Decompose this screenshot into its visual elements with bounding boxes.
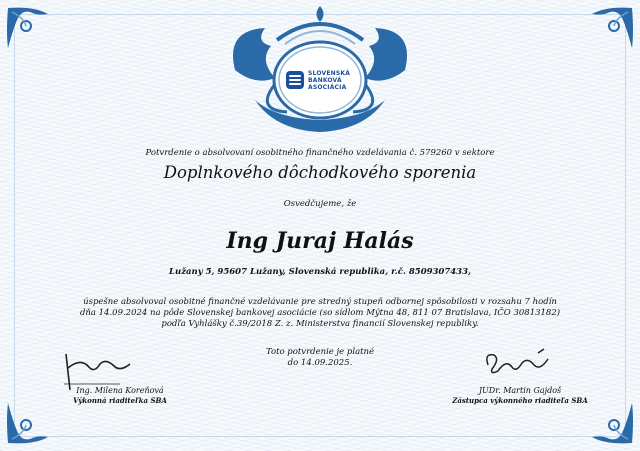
attest-line: Osvedčujeme, že [283,199,357,209]
signatory-role: Zástupca výkonného riaditeľa SBA [452,396,588,405]
program-title: Doplnkového dôchodkového sporenia [163,163,477,182]
holder-address: Lužany 5, 95607 Lužany, Slovenská republika, r.č. 8509307433, [169,267,471,277]
sba-logo [286,64,356,96]
certificate-intro: Potvrdenie o absolvovaní osobitného finančného vzdelávania č. 579260 v sektore [145,148,495,158]
signatory-right [430,386,610,406]
corner-ornament-top-right [584,4,636,56]
signatory-name: JUDr. Martin Gajdoš [478,386,562,395]
holder-name: Ing Juraj Halás [226,228,414,254]
corner-ornament-top-left [4,4,56,56]
body-line: dňa 14.09.2024 na pôde Slovenskej bankovej asociácie (so sídlom Mýtna 48, 811 07 Bratislava, IČO 30813182) [79,308,561,318]
validity-note: Toto potvrdenie je platné do 14.09.2025. [265,347,375,368]
signatory-name: Ing. Milena Koreňová [76,386,164,395]
sba-logo-mark-icon [286,71,304,89]
body-line: úspešne absolvoval osobitné finančné vzdelávanie pre stredný stupeň odbornej spôsobilosti v rozsahu 7 hodín [83,297,557,307]
certificate-body [0,297,640,330]
body-line: podľa Vyhlášky č.39/2018 Z. z. Ministerstva financií Slovenskej republiky. [161,319,479,329]
sba-logo-text: SLOVENSKÁ BANKOVÁ ASOCIÁCIA [308,69,351,91]
signatory-role: Výkonná riaditeľka SBA [73,396,167,405]
signature-right-image [478,345,563,380]
signatory-left [30,386,210,406]
